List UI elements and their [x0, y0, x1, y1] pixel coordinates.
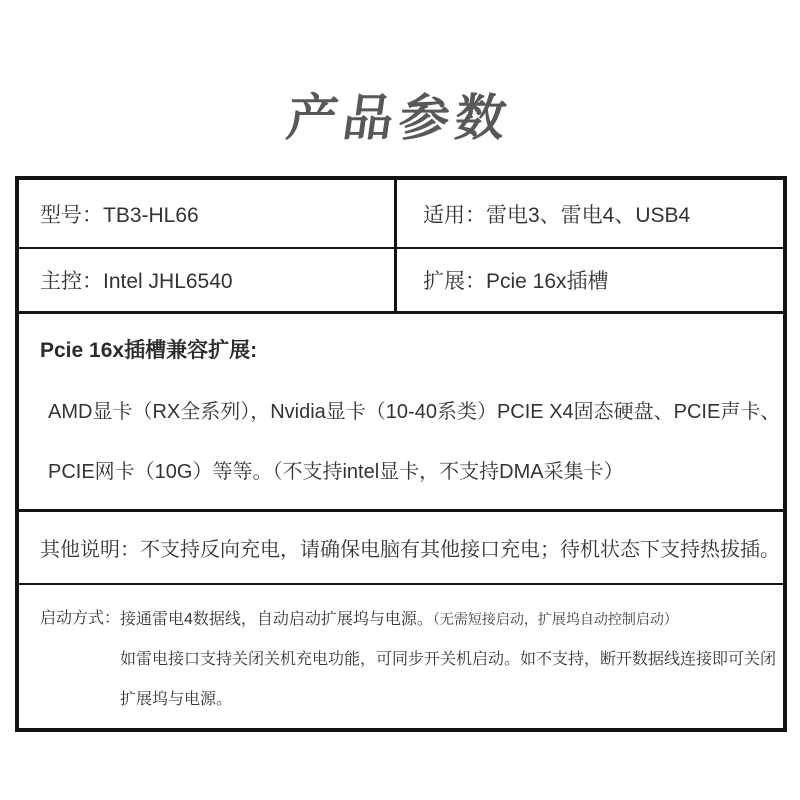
boot-mode-line2: 如雷电接口支持关闭关机充电功能，可同步开关机启动。如不支持，断开数据线连接即可关闭 [120, 651, 777, 668]
table-row-pcie-compatibility [19, 314, 783, 512]
cell-controller: 主控：Intel JHL6540 [19, 249, 397, 311]
boot-mode-line1 [120, 599, 783, 640]
page-title: 产品参数 [283, 90, 516, 146]
cell-apply: 适用：雷电3、雷电4、USB4 [423, 203, 691, 227]
pcie-compatibility-heading: Pcie 16x插槽兼容扩展: [40, 339, 258, 362]
cell-model: 型号：TB3-HL66 [19, 180, 397, 247]
boot-mode-line1-note: （无需短接启动，扩展坞自动控制启动） [432, 611, 678, 627]
cell-expansion: 扩展：Pcie 16x插槽 [423, 270, 609, 293]
table-row-other-notes: 其他说明：不支持反向充电，请确保电脑有其他接口充电；待机状态下支持热拔插。 [19, 512, 783, 585]
table-row-controller-expansion [19, 249, 783, 314]
boot-mode-line1-main: 接通雷电4数据线，自动启动扩展坞与电源。 [120, 611, 433, 628]
boot-mode-label: 启动方式： [40, 610, 121, 627]
boot-mode-description [120, 599, 783, 720]
table-row-model-apply [19, 180, 783, 249]
boot-mode-line3: 扩展坞与电源。 [120, 691, 233, 708]
spec-table [15, 176, 787, 732]
table-row-boot-mode [19, 585, 783, 726]
pcie-compatibility-line1: AMD显卡（RX全系列），Nvidia显卡（10-40系类）PCIE X4固态硬盘、PCIE声卡、 [48, 401, 781, 423]
pcie-compatibility-line2: PCIE网卡（10G）等等。（不支持intel显卡，不支持DMA采集卡） [48, 461, 624, 483]
